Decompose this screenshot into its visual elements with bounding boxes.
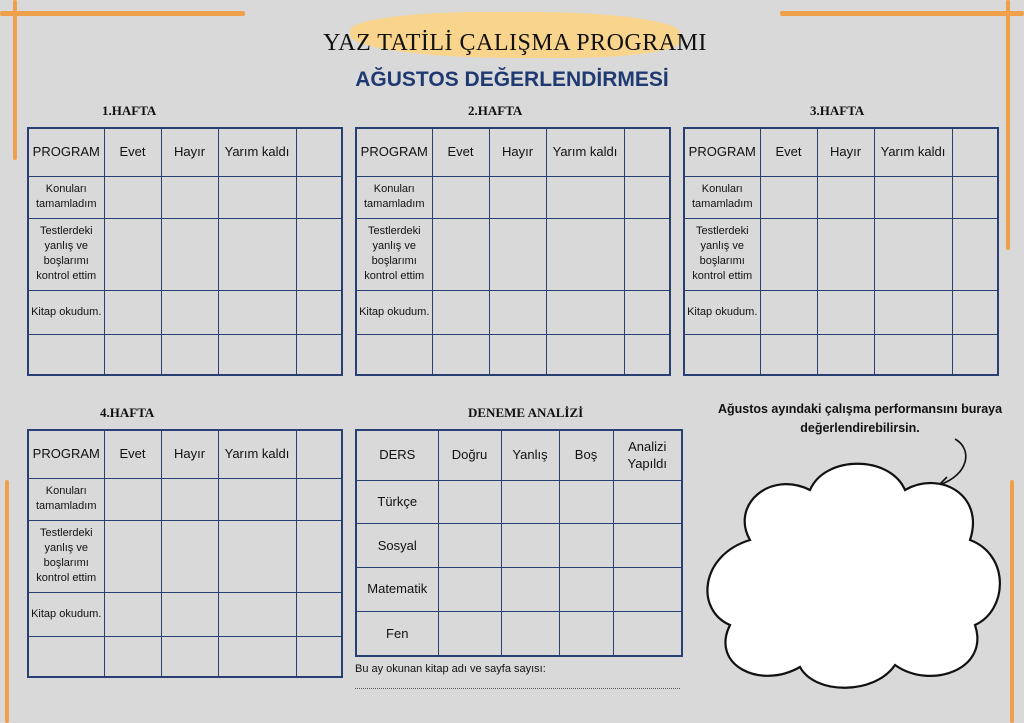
decorative-bar-top-right — [780, 11, 1024, 16]
check-cell[interactable] — [296, 218, 342, 290]
answer-cell[interactable] — [501, 567, 559, 611]
check-cell[interactable] — [546, 176, 624, 218]
check-cell[interactable] — [817, 334, 874, 375]
table-row — [684, 218, 998, 290]
row-label: Testlerdeki yanlış ve boşlarımı kontrol ettim — [684, 218, 760, 290]
blank-cell[interactable] — [28, 334, 104, 375]
check-cell[interactable] — [104, 636, 161, 677]
answer-cell[interactable] — [438, 567, 501, 611]
check-cell[interactable] — [104, 478, 161, 520]
row-label: Konuları tamamladım — [356, 176, 432, 218]
row-label: Testlerdeki yanlış ve boşlarımı kontrol ettim — [28, 520, 104, 592]
answer-cell[interactable] — [438, 480, 501, 524]
check-cell[interactable] — [104, 218, 161, 290]
column-header: Doğru — [438, 430, 501, 480]
answer-cell[interactable] — [501, 611, 559, 656]
check-cell[interactable] — [104, 290, 161, 334]
title-area — [315, 8, 715, 68]
check-cell[interactable] — [161, 290, 218, 334]
answer-cell[interactable] — [613, 480, 682, 524]
week-4-table — [27, 429, 343, 678]
table-row — [28, 520, 342, 592]
week-1-label: 1.HAFTA — [102, 103, 157, 118]
column-header: PROGRAM — [28, 430, 104, 478]
column-header: PROGRAM — [356, 128, 432, 176]
check-cell[interactable] — [218, 478, 296, 520]
row-label: Testlerdeki yanlış ve boşlarımı kontrol ettim — [28, 218, 104, 290]
row-label: Kitap okudum. — [28, 290, 104, 334]
answer-cell[interactable] — [559, 480, 613, 524]
check-cell[interactable] — [218, 176, 296, 218]
table-row — [356, 218, 670, 290]
page-title: YAZ TATİLİ ÇALIŞMA PROGRAMI — [323, 30, 707, 56]
decorative-bar-bottom-left — [5, 480, 9, 723]
check-cell[interactable] — [489, 218, 546, 290]
subject-label: Türkçe — [356, 480, 438, 524]
empty-header-cell — [296, 128, 342, 176]
check-cell[interactable] — [952, 176, 998, 218]
check-cell[interactable] — [161, 478, 218, 520]
answer-cell[interactable] — [559, 524, 613, 568]
check-cell[interactable] — [218, 290, 296, 334]
row-label: Kitap okudum. — [684, 290, 760, 334]
blank-cell[interactable] — [684, 334, 760, 375]
check-cell[interactable] — [874, 290, 952, 334]
answer-cell[interactable] — [438, 611, 501, 656]
table-row — [684, 290, 998, 334]
table-row — [28, 290, 342, 334]
column-header: Evet — [432, 128, 489, 176]
column-header: Evet — [104, 430, 161, 478]
column-header: Analizi Yapıldı — [613, 430, 682, 480]
decorative-bar-top-left — [0, 11, 245, 16]
week-2-table — [355, 127, 671, 376]
check-cell[interactable] — [296, 290, 342, 334]
table-row — [28, 218, 342, 290]
table-row — [28, 636, 342, 677]
table-row — [684, 334, 998, 375]
check-cell[interactable] — [161, 520, 218, 592]
check-cell[interactable] — [624, 218, 670, 290]
answer-cell[interactable] — [438, 524, 501, 568]
check-cell[interactable] — [760, 334, 817, 375]
column-header: Yarım kaldı — [874, 128, 952, 176]
deneme-analizi-label: DENEME ANALİZİ — [468, 405, 584, 420]
decorative-bar-left-vertical — [13, 0, 17, 160]
row-label: Konuları tamamladım — [684, 176, 760, 218]
check-cell[interactable] — [489, 176, 546, 218]
column-header: Hayır — [817, 128, 874, 176]
column-header: DERS — [356, 430, 438, 480]
check-cell[interactable] — [104, 176, 161, 218]
table-row — [684, 176, 998, 218]
column-header: Yarım kaldı — [218, 430, 296, 478]
subject-label: Sosyal — [356, 524, 438, 568]
empty-header-cell — [952, 128, 998, 176]
answer-cell[interactable] — [501, 524, 559, 568]
check-cell[interactable] — [760, 290, 817, 334]
check-cell[interactable] — [161, 636, 218, 677]
check-cell[interactable] — [296, 520, 342, 592]
check-cell[interactable] — [296, 592, 342, 636]
check-cell[interactable] — [161, 176, 218, 218]
empty-header-cell — [624, 128, 670, 176]
check-cell[interactable] — [432, 334, 489, 375]
blank-cell[interactable] — [28, 636, 104, 677]
blank-cell[interactable] — [356, 334, 432, 375]
book-note-line[interactable] — [355, 688, 680, 689]
answer-cell[interactable] — [559, 567, 613, 611]
column-header: Yanlış — [501, 430, 559, 480]
check-cell[interactable] — [952, 218, 998, 290]
week-2-label: 2.HAFTA — [468, 103, 523, 118]
row-label: Konuları tamamladım — [28, 176, 104, 218]
check-cell[interactable] — [296, 176, 342, 218]
table-row — [356, 567, 682, 611]
column-header: Boş — [559, 430, 613, 480]
deneme-analiz-table — [355, 429, 683, 657]
check-cell[interactable] — [104, 520, 161, 592]
check-cell[interactable] — [760, 176, 817, 218]
column-header: Yarım kaldı — [218, 128, 296, 176]
check-cell[interactable] — [161, 592, 218, 636]
check-cell[interactable] — [546, 218, 624, 290]
check-cell[interactable] — [874, 334, 952, 375]
row-label: Kitap okudum. — [356, 290, 432, 334]
check-cell[interactable] — [432, 290, 489, 334]
check-cell[interactable] — [817, 290, 874, 334]
check-cell[interactable] — [874, 176, 952, 218]
page-subtitle: AĞUSTOS DEĞERLENDİRMESİ — [355, 68, 669, 91]
check-cell[interactable] — [218, 592, 296, 636]
column-header: Hayır — [489, 128, 546, 176]
check-cell[interactable] — [874, 218, 952, 290]
row-label: Konuları tamamladım — [28, 478, 104, 520]
check-cell[interactable] — [489, 290, 546, 334]
subject-label: Fen — [356, 611, 438, 656]
cloud-writing-area[interactable] — [690, 445, 1010, 695]
check-cell[interactable] — [760, 218, 817, 290]
table-row — [356, 480, 682, 524]
check-cell[interactable] — [952, 290, 998, 334]
row-label: Testlerdeki yanlış ve boşlarımı kontrol ettim — [356, 218, 432, 290]
table-row — [28, 334, 342, 375]
empty-header-cell — [296, 430, 342, 478]
column-header: Evet — [104, 128, 161, 176]
check-cell[interactable] — [218, 218, 296, 290]
decorative-bar-right-vertical — [1006, 0, 1010, 250]
check-cell[interactable] — [104, 592, 161, 636]
check-cell[interactable] — [432, 218, 489, 290]
check-cell[interactable] — [624, 176, 670, 218]
column-header: Yarım kaldı — [546, 128, 624, 176]
week-1-table — [27, 127, 343, 376]
check-cell[interactable] — [624, 290, 670, 334]
table-row — [356, 334, 670, 375]
check-cell[interactable] — [624, 334, 670, 375]
week-3-label: 3.HAFTA — [810, 103, 865, 118]
check-cell[interactable] — [161, 218, 218, 290]
check-cell[interactable] — [296, 636, 342, 677]
answer-cell[interactable] — [613, 567, 682, 611]
table-row — [28, 176, 342, 218]
answer-cell[interactable] — [559, 611, 613, 656]
check-cell[interactable] — [218, 636, 296, 677]
column-header: PROGRAM — [28, 128, 104, 176]
check-cell[interactable] — [817, 176, 874, 218]
book-note-label: Bu ay okunan kitap adı ve sayfa sayısı: — [355, 663, 546, 675]
table-row — [28, 592, 342, 636]
check-cell[interactable] — [817, 218, 874, 290]
table-row — [356, 176, 670, 218]
check-cell[interactable] — [296, 334, 342, 375]
answer-cell[interactable] — [501, 480, 559, 524]
subject-label: Matematik — [356, 567, 438, 611]
table-row — [356, 611, 682, 656]
decorative-bar-bottom-right — [1010, 480, 1014, 723]
cloud-prompt: Ağustos ayındaki çalışma performansını buraya değerlendirebilirsin. — [717, 402, 1003, 436]
answer-cell[interactable] — [613, 611, 682, 656]
table-row — [28, 478, 342, 520]
check-cell[interactable] — [432, 176, 489, 218]
check-cell[interactable] — [546, 334, 624, 375]
check-cell[interactable] — [952, 334, 998, 375]
column-header: Evet — [760, 128, 817, 176]
check-cell[interactable] — [546, 290, 624, 334]
table-row — [356, 290, 670, 334]
column-header: Hayır — [161, 128, 218, 176]
check-cell[interactable] — [489, 334, 546, 375]
table-row — [356, 524, 682, 568]
check-cell[interactable] — [218, 334, 296, 375]
week-4-label: 4.HAFTA — [100, 405, 155, 420]
column-header: Hayır — [161, 430, 218, 478]
check-cell[interactable] — [104, 334, 161, 375]
week-3-table — [683, 127, 999, 376]
column-header: PROGRAM — [684, 128, 760, 176]
check-cell[interactable] — [218, 520, 296, 592]
check-cell[interactable] — [161, 334, 218, 375]
answer-cell[interactable] — [613, 524, 682, 568]
row-label: Kitap okudum. — [28, 592, 104, 636]
check-cell[interactable] — [296, 478, 342, 520]
